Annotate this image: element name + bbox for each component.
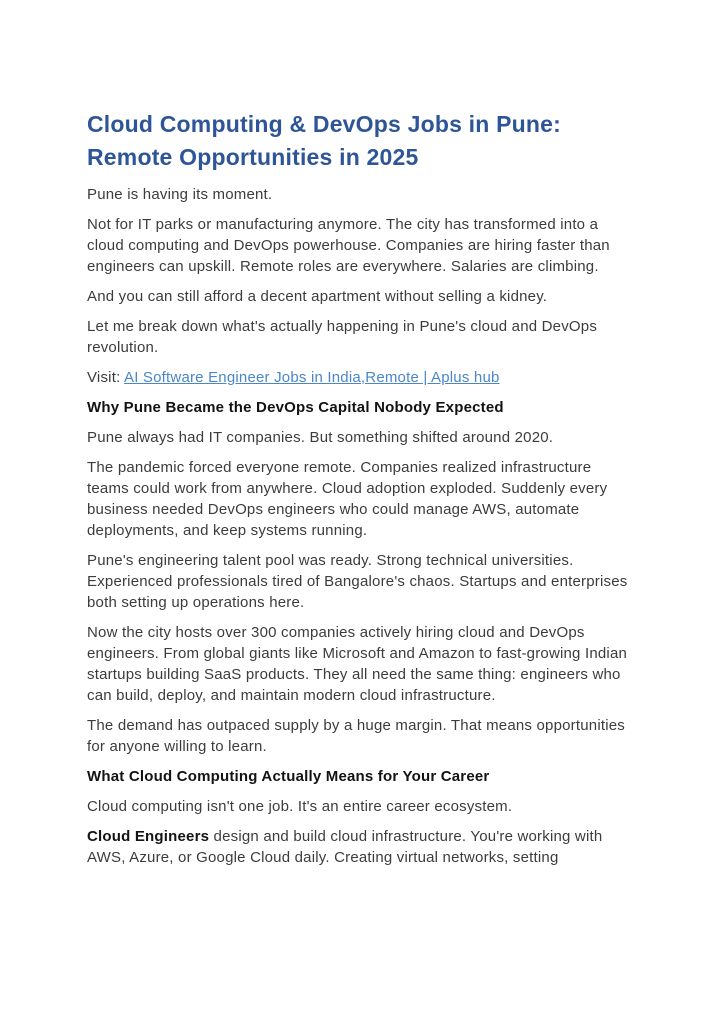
paragraph-breakdown: Let me break down what's actually happening in Pune's cloud and DevOps revolution. — [87, 318, 598, 356]
paragraph-pandemic: The pandemic forced everyone remote. Companies realized infrastructure teams could work from anywhere. Cloud adoption exploded. Suddenly every business needed DevOps engineers who could manage AWS, automate deployments, and keep systems running. — [87, 459, 608, 539]
paragraph-transformation: Not for IT parks or manufacturing anymore. The city has transformed into a cloud computing and DevOps powerhouse. Companies are hiring faster than engineers can upskill. Remote roles are everywhere. Salaries are climbing. — [87, 216, 610, 275]
paragraph-talent-pool: Pune's engineering talent pool was ready. Strong technical universities. Experienced professionals tired of Bangalore's chaos. Startups and enterprises both setting up operations here. — [87, 552, 628, 611]
paragraph-ecosystem: Cloud computing isn't one job. It's an entire career ecosystem. — [87, 798, 513, 815]
paragraph-cloud-engineers — [87, 826, 635, 868]
paragraph-demand: The demand has outpaced supply by a huge margin. That means opportunities for anyone willing to learn. — [87, 717, 625, 755]
document-content — [87, 108, 635, 877]
section-heading-what-cloud-means: What Cloud Computing Actually Means for Your Career — [87, 768, 490, 785]
paragraph-it-companies: Pune always had IT companies. But something shifted around 2020. — [87, 429, 554, 446]
document-title: Cloud Computing & DevOps Jobs in Pune: Remote Opportunities in 2025 — [87, 111, 561, 170]
cloud-engineers-text: design and build cloud infrastructure. You're working with AWS, Azure, or Google Cloud daily. Creating virtual networks, setting — [87, 828, 603, 866]
visit-line — [87, 367, 635, 388]
paragraph-apartment: And you can still afford a decent apartment without selling a kidney. — [87, 288, 548, 305]
aplus-hub-link[interactable]: AI Software Engineer Jobs in India,Remote | Aplus hub — [123, 369, 500, 386]
paragraph-intro: Pune is having its moment. — [87, 186, 273, 203]
paragraph-300-companies: Now the city hosts over 300 companies actively hiring cloud and DevOps engineers. From global giants like Microsoft and Amazon to fast-growing Indian startups building SaaS products. They all need the same thing: engineers who can build, deploy, and maintain modern cloud infrastructure. — [87, 624, 628, 704]
visit-label: Visit: — [87, 369, 124, 386]
cloud-engineers-bold-lead: Cloud Engineers — [87, 828, 210, 845]
section-heading-why-pune: Why Pune Became the DevOps Capital Nobody Expected — [87, 399, 504, 416]
